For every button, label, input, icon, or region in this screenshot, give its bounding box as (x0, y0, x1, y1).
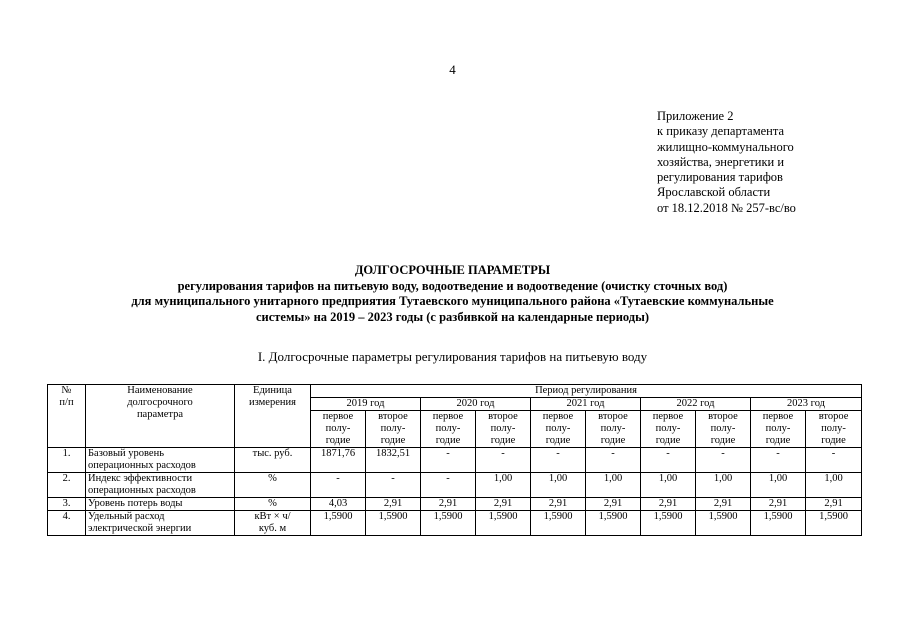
row-value: - (421, 473, 476, 498)
row-value: 2,91 (696, 498, 751, 511)
row-value: 1,00 (751, 473, 806, 498)
row-value: 1,5900 (366, 511, 421, 536)
row-value: 1,5900 (586, 511, 641, 536)
header-year: 2019 год (311, 398, 421, 411)
header-year: 2022 год (641, 398, 751, 411)
header-half-year: первое полу- годие (531, 411, 586, 448)
header-unit: Единица измерения (235, 385, 311, 448)
appendix-line: Ярославской области (657, 185, 771, 200)
row-value: 1,00 (806, 473, 862, 498)
row-value: 1,5900 (476, 511, 531, 536)
row-value: 2,91 (476, 498, 531, 511)
header-half-year: второе полу- годие (696, 411, 751, 448)
row-value: - (696, 448, 751, 473)
header-half-year: первое полу- годие (421, 411, 476, 448)
title-line: регулирования тарифов на питьевую воду, водоотведение и водоотведение (очистку сточных вод) (177, 278, 728, 293)
row-value: 1,5900 (311, 511, 366, 536)
header-row (48, 385, 862, 398)
row-value: 1,00 (476, 473, 531, 498)
row-parameter-name: Индекс эффективности операционных расходов (86, 473, 235, 498)
header-half-year: первое полу- годие (751, 411, 806, 448)
row-value: - (641, 448, 696, 473)
title-line: ДОЛГОСРОЧНЫЕ ПАРАМЕТРЫ (354, 263, 551, 277)
row-value: 1,5900 (751, 511, 806, 536)
row-value: 1,00 (696, 473, 751, 498)
row-value: - (751, 448, 806, 473)
row-unit: кВт × ч/ куб. м (235, 511, 311, 536)
appendix-line: регулирования тарифов (657, 170, 783, 185)
header-num: № п/п (48, 385, 86, 448)
row-parameter-name: Базовый уровень операционных расходов (86, 448, 235, 473)
row-value: 1,00 (641, 473, 696, 498)
header-half-year: второе полу- годие (806, 411, 862, 448)
row-unit: тыс. руб. (235, 448, 311, 473)
title-line: системы» на 2019 – 2023 годы (с разбивкой на календарные периоды) (255, 309, 650, 324)
appendix-line: к приказу департамента (657, 124, 785, 139)
header-year: 2021 год (531, 398, 641, 411)
row-value: 2,91 (751, 498, 806, 511)
row-value: 2,91 (366, 498, 421, 511)
section-title: I. Долгосрочные параметры регулирования тарифов на питьевую воду (257, 349, 648, 364)
table-body (48, 448, 862, 536)
row-value: 1,5900 (421, 511, 476, 536)
appendix-line: Приложение 2 (657, 109, 734, 123)
appendix-line: жилищно-коммунального (657, 139, 794, 154)
header-half-year: первое полу- годие (641, 411, 696, 448)
row-value: 1,5900 (806, 511, 862, 536)
row-unit: % (235, 473, 311, 498)
row-value: - (476, 448, 531, 473)
row-value: 2,91 (806, 498, 862, 511)
header-half-year: второе полу- годие (476, 411, 531, 448)
document-title (0, 263, 905, 325)
row-value: - (421, 448, 476, 473)
row-number: 1. (48, 448, 86, 473)
appendix-line: от 18.12.2018 № 257-вс/во (657, 200, 796, 215)
row-value: 2,91 (531, 498, 586, 511)
table-row (48, 473, 862, 498)
row-value: 1,5900 (531, 511, 586, 536)
table-header (48, 385, 862, 448)
row-value: 2,91 (641, 498, 696, 511)
row-value: - (531, 448, 586, 473)
row-value: 1,5900 (641, 511, 696, 536)
row-value: 1832,51 (366, 448, 421, 473)
header-period: Период регулирования (311, 385, 862, 398)
row-unit: % (235, 498, 311, 511)
table-row (48, 498, 862, 511)
row-value: 1,00 (586, 473, 641, 498)
row-value: - (586, 448, 641, 473)
row-value: - (311, 473, 366, 498)
page-number: 4 (449, 62, 456, 77)
title-line: для муниципального унитарного предприятия Тутаевского муниципального района «Тутаевские коммунальные (131, 294, 774, 309)
row-value: 2,91 (421, 498, 476, 511)
row-parameter-name: Уровень потерь воды (86, 498, 235, 511)
header-half-year: второе полу- годие (366, 411, 421, 448)
row-value: 4,03 (311, 498, 366, 511)
parameters-table (47, 384, 862, 536)
header-year: 2020 год (421, 398, 531, 411)
row-value: 1,5900 (696, 511, 751, 536)
row-number: 4. (48, 511, 86, 536)
table-row (48, 448, 862, 473)
row-value: - (806, 448, 862, 473)
appendix-line: хозяйства, энергетики и (657, 154, 785, 169)
header-name: Наименование долгосрочного параметра (86, 385, 235, 448)
header-half-year: второе полу- годие (586, 411, 641, 448)
header-year: 2023 год (751, 398, 862, 411)
row-value: 1871,76 (311, 448, 366, 473)
row-value: - (366, 473, 421, 498)
row-parameter-name: Удельный расход электрической энергии (86, 511, 235, 536)
row-value: 2,91 (586, 498, 641, 511)
table-row (48, 511, 862, 536)
appendix-block (657, 109, 897, 216)
header-half-year: первое полу- годие (311, 411, 366, 448)
row-value: 1,00 (531, 473, 586, 498)
row-number: 3. (48, 498, 86, 511)
row-number: 2. (48, 473, 86, 498)
